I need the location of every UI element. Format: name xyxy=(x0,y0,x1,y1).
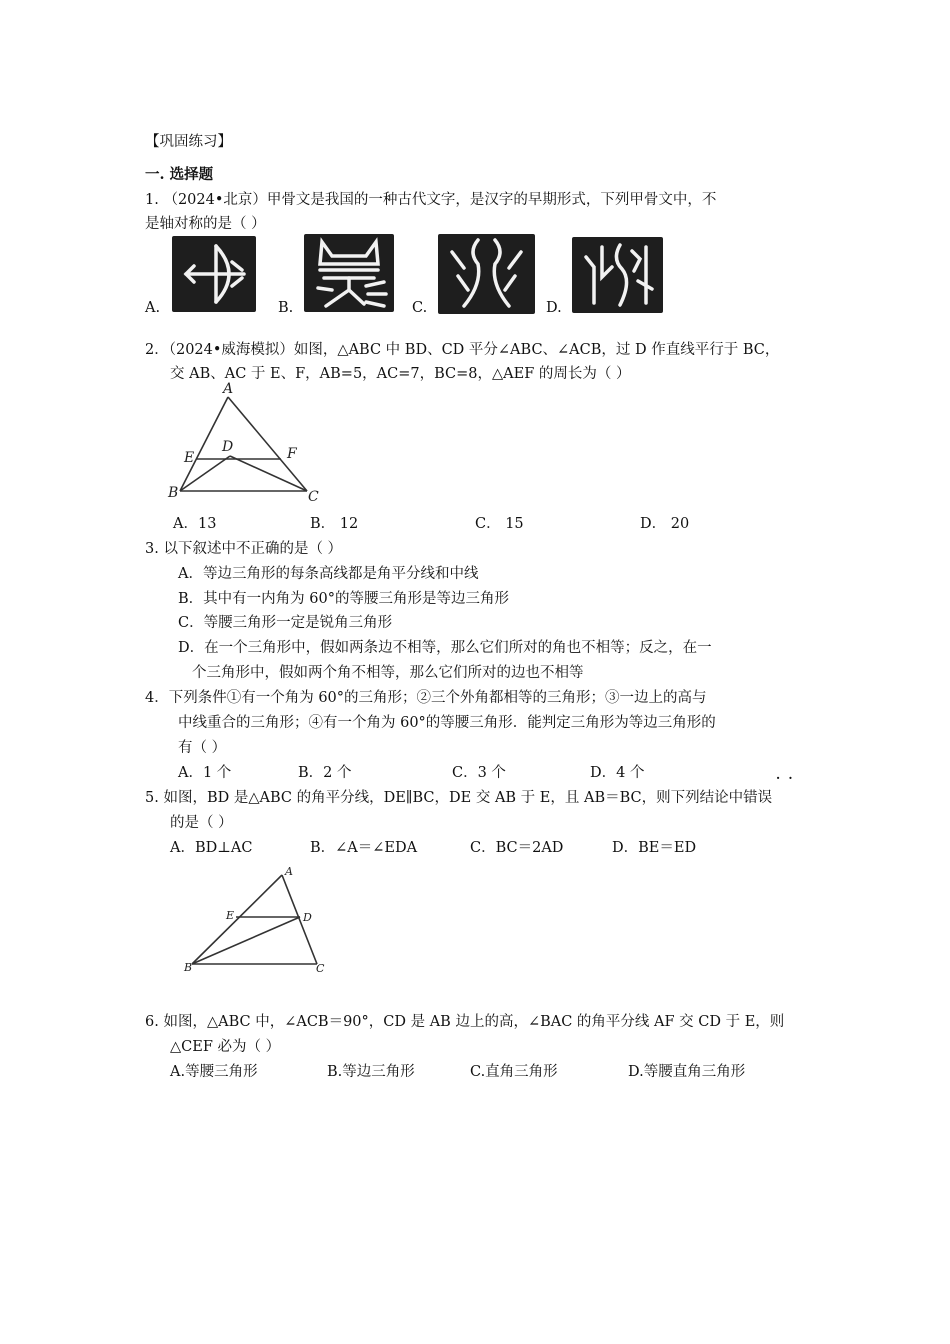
q1-option-c-label: C. xyxy=(412,300,428,316)
q6-stem-line2: △CEF 必为（ ） xyxy=(170,1039,281,1055)
q1-option-a-label: A. xyxy=(145,300,161,316)
q3-option-a: A．等边三角形的每条高线都是角平分线和中线 xyxy=(178,566,479,582)
q1-option-b-label: B. xyxy=(278,300,294,316)
q4-stem-line1: 4．下列条件①有一个角为 60°的三角形；②三个外角都相等的三角形；③一边上的高与 xyxy=(145,690,707,706)
q4-option-b: B．2 个 xyxy=(298,765,352,781)
oracle-flowing-water-icon xyxy=(572,237,663,313)
q4-stem-line2: 中线重合的三角形；④有一个角为 60°的等腰三角形．能判定三角形为等边三角形的 xyxy=(178,715,716,731)
part-title: 一. 选择题 xyxy=(145,166,214,183)
q4-option-a: A．1 个 xyxy=(178,765,232,781)
q2-option-a: A．13 xyxy=(173,516,217,532)
q3-option-c: C．等腰三角形一定是锐角三角形 xyxy=(178,615,393,631)
q2-option-c: C． 15 xyxy=(475,516,524,532)
q6-option-c: C.直角三角形 xyxy=(470,1064,558,1080)
q5-option-c: C．BC＝2AD xyxy=(470,840,564,856)
q3-option-d: D．在一个三角形中，假如两条边不相等，那么它们所对的角也不相等；反之，在一 xyxy=(178,640,712,656)
q5-emphasis-dots: . . xyxy=(776,768,795,782)
q3-stem: 3. 以下叙述中不正确的是（ ） xyxy=(145,541,343,557)
q2-label-e: E xyxy=(184,450,195,466)
oracle-bow-arrow-icon xyxy=(172,236,256,312)
q2-stem-line2: 交 AB、AC 于 E、F，AB=5，AC=7，BC=8，△AEF 的周长为（ ） xyxy=(170,366,631,382)
q1-option-d-label: D. xyxy=(546,300,562,316)
q5-triangle-figure xyxy=(178,860,338,980)
q2-stem-line1: 2．（2024•威海模拟）如图，△ABC 中 BD、CD 平分∠ABC、∠ACB，过 D 作直线平行于 BC， xyxy=(145,342,780,358)
q6-option-b: B.等边三角形 xyxy=(327,1064,415,1080)
q1-stem-line2: 是轴对称的是（ ） xyxy=(145,216,266,232)
q5-label-e: E xyxy=(226,909,235,922)
q2-option-b: B． 12 xyxy=(310,516,359,532)
oracle-cat-icon xyxy=(304,234,394,312)
q5-option-a: A．BD⊥AC xyxy=(170,840,253,856)
q1-stem-line1: 1. （2024•北京）甲骨文是我国的一种古代文字，是汉字的早期形式，下列甲骨文中，不 xyxy=(145,192,717,208)
q3-option-d-continued: 个三角形中，假如两个角不相等，那么它们所对的边也不相等 xyxy=(192,665,584,681)
q6-option-d: D.等腰直角三角形 xyxy=(628,1064,746,1080)
q5-label-c: C xyxy=(316,962,325,975)
q2-label-f: F xyxy=(287,446,297,462)
q5-label-d: D xyxy=(303,911,312,924)
q5-stem-line1: 5. 如图，BD 是△ABC 的角平分线，DE∥BC，DE 交 AB 于 E，且 AB＝BC，则下列结论中错误 xyxy=(145,790,773,806)
q2-option-d: D． 20 xyxy=(640,516,690,532)
q2-label-a: A xyxy=(223,381,234,397)
oracle-two-figures-icon xyxy=(438,234,535,314)
q4-option-d: D．4 个 xyxy=(590,765,645,781)
q5-label-a: A xyxy=(285,865,293,878)
q5-option-b: B．∠A＝∠EDA xyxy=(310,840,418,856)
q6-stem-line1: 6. 如图，△ABC 中，∠ACB＝90°，CD 是 AB 边上的高，∠BAC 的角平分线 AF 交 CD 于 E，则 xyxy=(145,1014,785,1030)
q2-label-c: C xyxy=(308,489,319,505)
q6-option-a: A.等腰三角形 xyxy=(170,1064,258,1080)
q5-label-b: B xyxy=(184,961,193,974)
q4-stem-line3: 有（ ） xyxy=(178,740,227,756)
q3-option-b: B．其中有一内角为 60°的等腰三角形是等边三角形 xyxy=(178,591,509,607)
q5-stem-line2: 的是（ ） xyxy=(170,815,233,831)
q2-label-b: B xyxy=(168,485,179,501)
q5-option-d: D．BE＝ED xyxy=(612,840,697,856)
q2-label-d: D xyxy=(222,439,234,455)
q4-option-c: C．3 个 xyxy=(452,765,506,781)
q2-triangle-figure xyxy=(160,380,340,510)
section-title: 【巩固练习】 xyxy=(145,134,232,150)
